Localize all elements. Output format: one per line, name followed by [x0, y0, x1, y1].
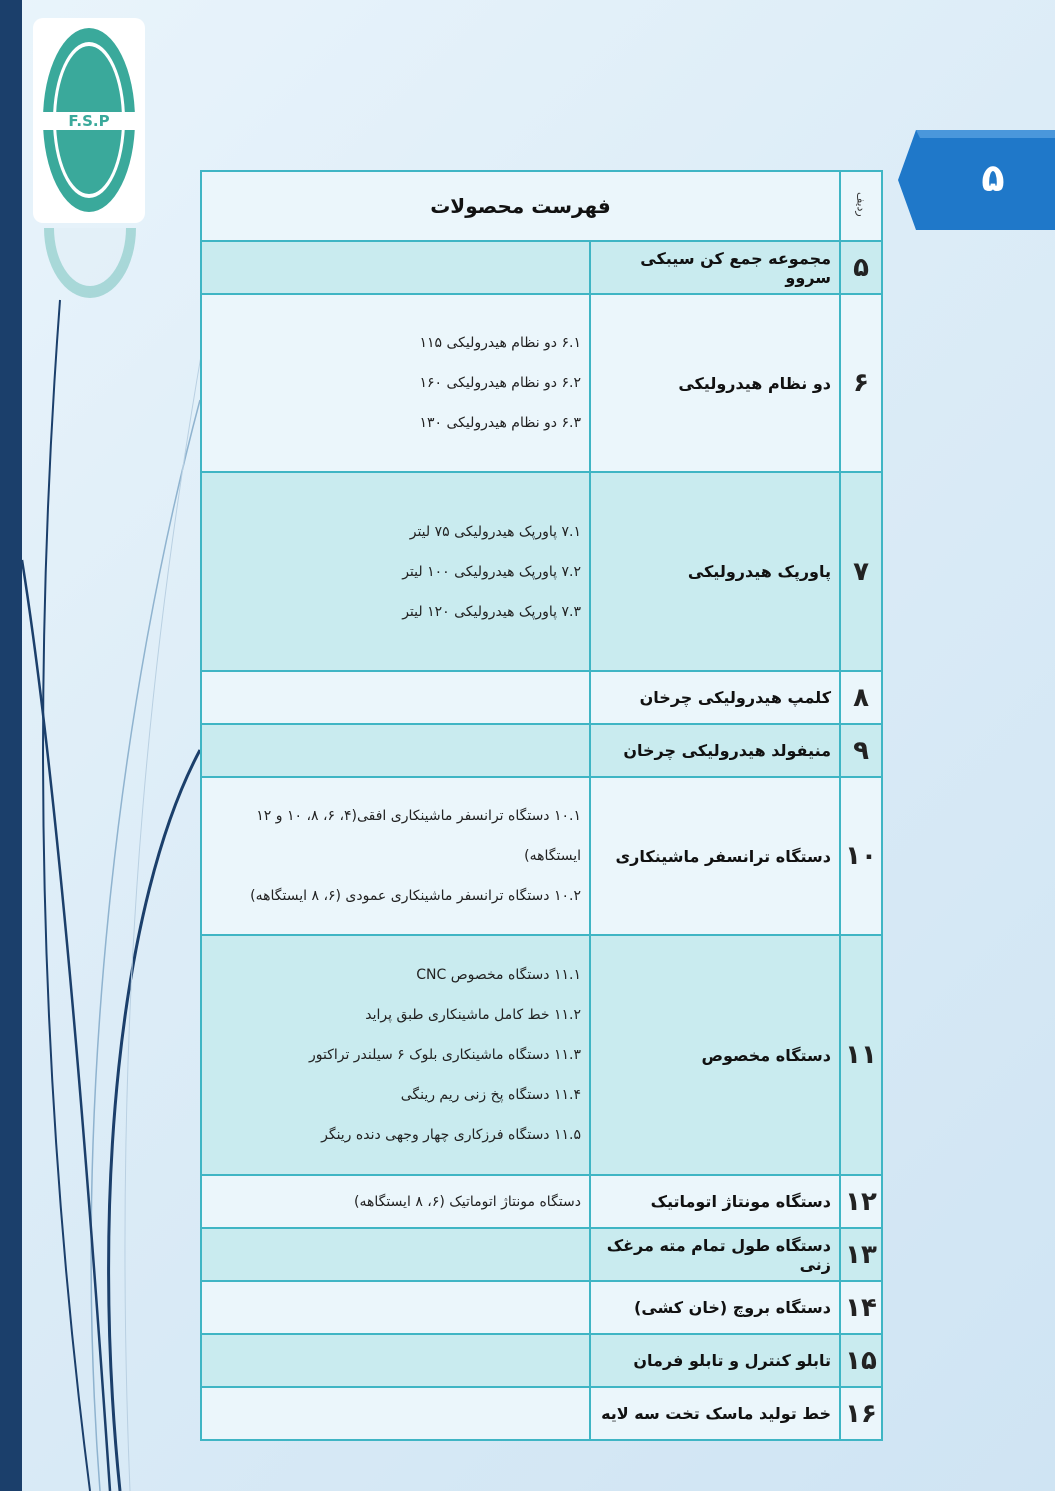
product-subitems — [201, 1228, 590, 1281]
row-number: ۱۶ — [840, 1387, 882, 1440]
subitem: ۱۱.۱ دستگاه مخصوص CNC — [416, 967, 581, 983]
product-subitems — [201, 1281, 590, 1334]
product-name: کلمپ هیدرولیکی چرخان — [590, 671, 840, 724]
product-subitems — [201, 671, 590, 724]
row-number: ۱۴ — [840, 1281, 882, 1334]
table-row — [201, 777, 882, 935]
table-title: فهرست محصولات — [201, 171, 840, 241]
subitem: ۷.۲ پاورپک هیدرولیکی ۱۰۰ لیتر — [402, 563, 581, 580]
product-name: منیفولد هیدرولیکی چرخان — [590, 724, 840, 777]
page-number: ۵ — [981, 156, 1005, 200]
table-row — [201, 1334, 882, 1387]
product-subitems — [201, 472, 590, 671]
table-row — [201, 1228, 882, 1281]
product-name: تابلو کنترل و تابلو فرمان — [590, 1334, 840, 1387]
row-number: ۱۰ — [840, 777, 882, 935]
product-name: پاورپک هیدرولیکی — [590, 472, 840, 671]
page-number-badge — [898, 130, 1055, 230]
subitem: ۷.۱ پاورپک هیدرولیکی ۷۵ لیتر — [409, 523, 581, 540]
product-name: دستگاه طول تمام مته مرغک زنی — [590, 1228, 840, 1281]
table-row — [201, 724, 882, 777]
product-subitems — [201, 777, 590, 935]
product-subitems — [201, 1334, 590, 1387]
product-name: دستگاه ترانسفر ماشینکاری — [590, 777, 840, 935]
product-subitems — [201, 1175, 590, 1228]
subitem: ۶.۱ دو نظام هیدرولیکی ۱۱۵ — [419, 335, 581, 351]
row-label-header: ردیف — [840, 171, 882, 241]
table-row — [201, 1387, 882, 1440]
logo-text: F.S.P — [68, 112, 110, 130]
subitem: ۶.۲ دو نظام هیدرولیکی ۱۶۰ — [419, 375, 581, 391]
product-name: دو نظام هیدرولیکی — [590, 294, 840, 472]
subitem: ۱۰.۱ دستگاه ترانسفر ماشینکاری افقی(۴، ۶، ۸، ۱۰ و ۱۲ ایستگاهه) — [256, 808, 581, 864]
subitem: ۱۱.۲ خط کامل ماشینکاری طبق پراید — [365, 1007, 581, 1023]
subitem: دستگاه مونتاژ اتوماتیک (۶، ۸ ایستگاهه) — [354, 1193, 581, 1210]
product-name: مجموعه جمع کن سیبکی سروو — [590, 241, 840, 294]
table-row — [201, 671, 882, 724]
table-row — [201, 241, 882, 294]
row-number: ۱۳ — [840, 1228, 882, 1281]
product-name: دستگاه مونتاژ اتوماتیک — [590, 1175, 840, 1228]
product-subitems — [201, 1387, 590, 1440]
subitem: ۱۰.۲ دستگاه ترانسفر ماشینکاری عمودی (۶، ۸ ایستگاهه) — [250, 888, 581, 904]
subitem: ۱۱.۳ دستگاه ماشینکاری بلوک ۶ سیلندر تراکتور — [308, 1047, 581, 1063]
table-header-row — [201, 171, 882, 241]
product-subitems — [201, 724, 590, 777]
subitem: ۷.۳ پاورپک هیدرولیکی ۱۲۰ لیتر — [402, 603, 581, 620]
table-row — [201, 294, 882, 472]
row-number: ۱۵ — [840, 1334, 882, 1387]
products-table — [200, 170, 883, 1441]
product-subitems — [201, 294, 590, 472]
table-row — [201, 1175, 882, 1228]
row-number: ۱۱ — [840, 935, 882, 1175]
table-row — [201, 1281, 882, 1334]
table-row — [201, 472, 882, 671]
row-number: ۵ — [840, 241, 882, 294]
company-logo — [33, 18, 145, 223]
subitem: ۶.۳ دو نظام هیدرولیکی ۱۳۰ — [419, 415, 581, 431]
product-name: خط تولید ماسک تخت سه لایه — [590, 1387, 840, 1440]
product-subitems — [201, 935, 590, 1175]
product-subitems — [201, 241, 590, 294]
row-number: ۸ — [840, 671, 882, 724]
subitem: ۱۱.۴ دستگاه پخ زنی ریم رینگی — [400, 1087, 581, 1103]
row-number: ۶ — [840, 294, 882, 472]
product-name: دستگاه مخصوص — [590, 935, 840, 1175]
row-number: ۷ — [840, 472, 882, 671]
product-name: دستگاه بروچ (خان کشی) — [590, 1281, 840, 1334]
row-number: ۱۲ — [840, 1175, 882, 1228]
row-number: ۹ — [840, 724, 882, 777]
table-row — [201, 935, 882, 1175]
logo-reflection — [36, 228, 144, 298]
subitem: ۱۱.۵ دستگاه فرزکاری چهار وجهی دنده رینگر — [321, 1127, 581, 1143]
